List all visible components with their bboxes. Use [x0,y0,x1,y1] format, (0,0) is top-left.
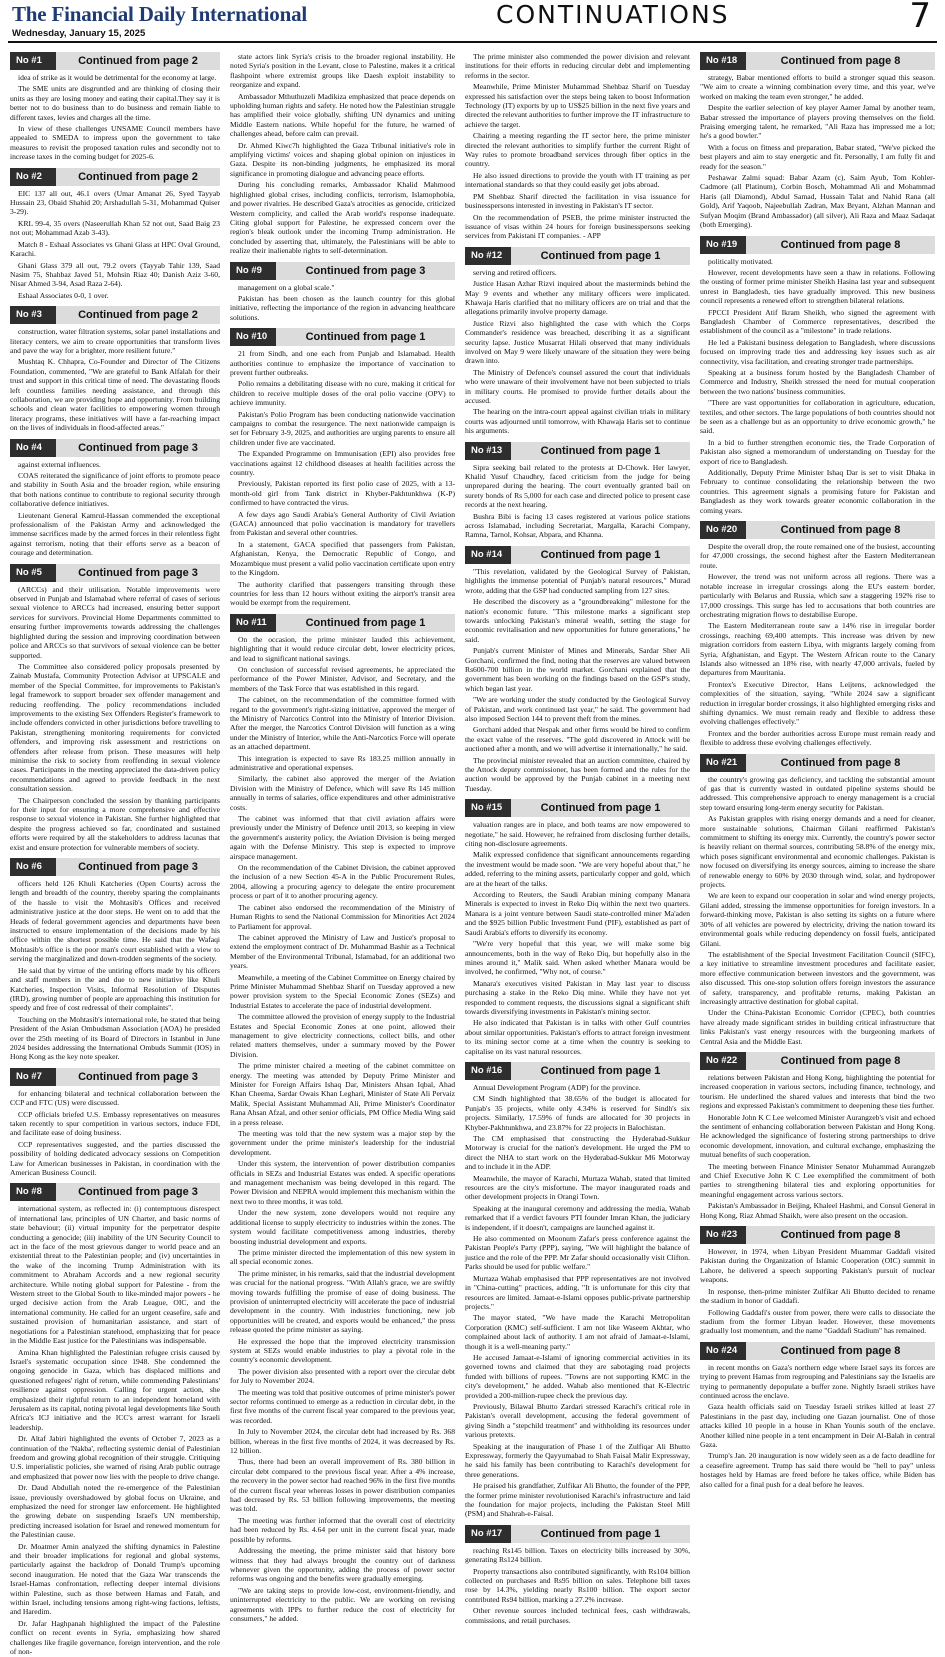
paragraph: Despite the overall drop, the route remained one of the busiest, accounting for 47,000 crossings, the second highest after the Eastern Mediterranean route. [700,542,935,570]
story-body [230,635,455,1624]
paragraph: Speaking at the inauguration of Phase 1 of the Zulfiqar Ali Bhutto Expressway, formerly the Qayyumabad to Shah Faisal Malir Expressway, he said his family has been contributing to Karachi's development for three generations. [465,1441,690,1479]
story-body [465,567,690,793]
story [700,1052,935,1220]
story-body [465,268,690,436]
paragraph: CM Sindh highlighted that 38.65% of the budget is allocated for Punjab's 35 projects, while only 4.34% is reserved for Sindh's six projects. Similarly, 17.59% of funds are allocated for 30 projects in Khyber-Pakhtunkhwa, and 23.87% for 22 projects in Balochistan. [465,1094,690,1132]
paragraph: Dr. Moatmer Amin analyzed the shifting dynamics in Palestine and their broader implications for regional and global systems, particularly against the backdrop of Donald Trump's upcoming second inauguration. He noted that the Gaza War transcends the Israel-Hamas confrontation, reflecting deeper internal divisions within Palestine, such as those between Hamas and Fatah, and within Israel, including tensions among right-wing factions, leftists, and Haredim. [10,1541,220,1617]
story [10,1068,220,1178]
paragraph: On the recommendation of the Cabinet Division, the cabinet approved the inclusion of a new Section 45-A in the Public Procurement Rules, 2004, allowing a procuring agency to delegate the entire procurement process or part of it to another procuring agency. [230,863,455,901]
story-header [10,1068,220,1086]
story [10,564,220,852]
story [465,1525,690,1625]
paragraph: Dr. Jafar Haghpanah highlighted the impact of the Palestine conflict on recent events in Syria, emphasizing how shared challenges like fragile governance, foreign intervention, and the role of non- [10,1618,220,1657]
story [700,754,935,1046]
story-header [700,1342,935,1360]
paragraph: He also indicated that Pakistan is in talks with other Gulf countries about similar opportunities. Pakistan's efforts to attract foreign investment to its mining sector come at a time when the country is seeking to capitalise on its vast natural resources. [465,1018,690,1056]
paragraph: Previously, Pakistan reported its first polio case of 2025, with a 13-month-old girl from Tank district in Khyber-Pakhtunkhwa (K-P) confirmed to have contracted the virus. [230,479,455,508]
story-header [230,262,455,280]
story-body [700,73,935,230]
paragraph: Under the new system, zone developers would not require any additional license to supply electricity to industries within the zones. The system would facilitate competitiveness among industries, thereby boosting industrial development and exports. [230,1208,455,1246]
paragraph: Justice Rizvi also highlighted the case with which the Corps Commander's residence was breached, describing it as a significant security lapse. Justice Musarrat Hilali observed that many individuals involved on May 9 were likely unaware of the situation they were being drawn into. [465,318,690,366]
continued-from-label: Continued from page 1 [511,799,690,817]
paragraph: CCP representatives suggested, and the parties discussed the possibility of holding dedicated advocacy sessions on Competition Law for American businesses in Pakistan, in coordination with the American Business Council. [10,1139,220,1177]
paragraph: Speaking at a business forum hosted by the Bangladesh Chamber of Commerce and Industry, Sheikh stressed the need for mutual cooperation between the two nations' business communities. [700,367,935,396]
paragraph: In view of these challenges UNSAME Council members have appealed to SMEDA to impress upon the government to take measures to revisit the proposed taxation rules and secondly not to increase taxes in the coming budget for 2025-6. [10,124,220,162]
paragraph: The meeting between Finance Minister Senator Muhammad Aurangzeb and Chief Executive John K C Lee exemplified the commitment of both parties to strengthening bilateral ties and exploring opportunities for meaningful engagement across various sectors. [700,1161,935,1199]
paragraph: 21 from Sindh, and one each from Punjab and Islamabad. Health authorities continue to emphasize the importance of vaccination to prevent further outbreaks. [230,349,455,377]
paragraph: Dr. Altaf Jabiri highlighted the events of October 7, 2023 as a continuation of the 'Nakba', reflecting systemic denial of Palestinian freedom and growing global recognition of their struggle. Critiquing U.S. imperialistic policies, she warned of rising Arab public outrage and emphasized that power now lies with the people to drive change. [10,1434,220,1481]
paragraph: Honorable John K C Lee welcomed Minister Aurangzeb's visit and echoed the sentiment of enhancing collaboration between Pakistan and Hong Kong. He acknowledged the significance of fostering strong partnerships to drive economic development, innovation, and cultural exchange, emphasizing the mutual benefits of such cooperation. [700,1112,936,1160]
continued-from-label: Continued from page 8 [746,236,935,254]
story-body [230,283,455,323]
paragraph: state actors link Syria's crisis to the broader regional instability. He noted Syria's position in the Levant, close to Palestine, makes it a critical flashpoint where extremist groups like Daesh exploit instability to reorganize and expand. [230,52,455,90]
paragraph: The Committee also considered policy proposals presented by Zainab Mustafa, Community Protection Advisor at UPSCALE and member of the Special Committee, for improvements to Pakistan's legal framework to support broader sex offender management and reducing reoffending. The policy recommendations included improvements to the existing Sex Offenders Register's framework to include offenders convicted in other jurisdictions before travelling to Pakistan, strengthening monitoring requirements for convicted offenders, and improving risk assessment and restrictions on offenders after release from prison. These measures will help minimise the risk to society from reoffending in sexual violence cases. Participants in the meeting appreciated the data-driven policy recommendations and agreed to provide feedback in the next consultation session. [10,661,220,794]
story-header [700,1226,935,1244]
paragraph: PM Shehbaz Sharif directed the facilitation in visa issuance for businesspersons interested in investing in Pakistan's IT sector. [465,191,690,211]
story [700,52,935,230]
paragraph: The CM emphasised that constructing the Hyderabad-Sukkur Motorway is crucial for the nation's development. He urged the PM to direct the NHA to start work on the Hyderabad-Sukkur M6 Motorway and to include it in the ADP. [465,1134,690,1172]
paragraph: Malik expressed confidence that significant announcements regarding the investment would be made soon. "We are very hopeful about that," he added, referring to the mining assets, particularly copper and gold, which are at the heart of the talks. [465,850,690,888]
story-header [230,328,455,346]
story-header [465,1525,690,1543]
story-body [10,189,220,300]
story-header [10,439,220,457]
paragraph: He expressed the hope that the improved electricity transmission system at SEZs would enable industries to play a pivotal role in the country's economic development. [230,1336,455,1365]
paragraph: construction, water filtration systems, solar panel installations and literacy centers, we aim to create opportunities that transform lives and pave the way for a brighter, more resilient future." [10,327,220,355]
continued-from-label: Continued from page 2 [56,168,220,186]
masthead [0,0,945,42]
story-number: No #22 [700,1052,746,1070]
story-header [465,1062,690,1080]
paragraph: Polio remains a debilitating disease with no cure, making it critical for children to receive multiple doses of the oral polio vaccine (OPV) to achieve immunity. [230,379,455,408]
paragraph: The meeting was further informed that the overall cost of electricity had been reduced by Rs. 4.64 per unit in the current fiscal year, made possible by reforms. [230,1515,455,1544]
story-number: No #5 [10,564,56,582]
paragraph: Peshawar Zalmi squad: Babar Azam (c), Saim Ayub, Tom Kohler-Cadmore (all Platinum), Corbin Bosch, Mohammad Ali and Mohammad Haris (all Diamond), Abdul Samad, Hussain Talat and Nahid Rana (all Gold), Arif Yaqoob, Najeebullah Zadran, Max Bryant, Alzhan Mannan and Sufyan Moqim (Brand Ambassador) (all silver), Ali Raza and Maaz Sadaqat (both Emerging). [700,173,935,230]
continued-from-label: Continued from page 1 [511,546,690,564]
continued-from-label: Continued from page 2 [56,306,220,324]
paragraph: "We are taking steps to provide low-cost, environment-friendly, and uninterrupted electricity to the public. We are working on revising agreements with IPPs to further reduce the cost of electricity for consumers," he added. [230,1585,455,1623]
story-number: No #16 [465,1062,511,1080]
paragraph: idea of strike as it would be detrimental for the economy at large. [18,73,217,82]
paragraph: Lieutenant General Kamrul-Hassan commended the exceptional professionalism of the Pakistan Army and acknowledged the immense sacrifices made by the armed forces in their relentless fight against terrorism, noting that their efforts serve as a beacon of courage and determination. [10,510,220,558]
continued-from-label: Continued from page 3 [56,1068,220,1086]
story [700,1342,935,1489]
story-header [10,306,220,324]
story-body [10,1089,220,1178]
paragraph: Murtaza Wahab emphasised that PPP representatives are not involved in "China-cutting" practices, adding, "It is unfortunate for this city that resources are limited. Jamaat-e-Islami opposes public-private partnership projects." [465,1273,690,1311]
paragraph: Previously, Bilawal Bhutto Zardari stressed Karachi's critical role in Pakistan's overall development, accusing the federal government of giving Sindh a "stepchild treatment" and withholding its resources under various pretexts. [465,1401,690,1440]
story-number: No #11 [230,614,276,632]
paragraph: The cabinet approved the Ministry of Law and Justice's proposal to extend the employment contract of Dr. Muhammad Bashir as a Technical Member of the Environmental Tribunal, Islamabad, for an additional two years. [230,932,455,971]
paragraph: Amina Khan highlighted the Palestinian refugee crisis caused by Israel's systematic occupation since 1948. She condemned the ongoing genocide in Gaza, which has displaced millions and questioned refugees' right of return, while commending Palestinians' resilience against oppression. Calling for urgent action, she emphasized their rightful return to an independent homeland with Jerusalem as its capital, noting pivotal legal developments like South Africa's ICJ initiative and the ICC's arrest warrant for Israeli leadership. [10,1347,220,1432]
paragraph: Justice Hasan Azhar Rizvi inquired about the masterminds behind the May 9 events and whether any military officers were implicated. Khawaja Haris clarified that no military officers are on trial and that the allegations primarily involve property damage. [465,279,690,317]
paragraph: The prime minister, in his remarks, said that the industrial development was crucial for the national progress. "With Allah's grace, we are swiftly moving towards fulfilling the promise of ease of doing business. The provision of uninterrupted electricity will accelerate the pace of industrial development in the country. With industries functioning, new job opportunities will be created, and exports would be enhanced," the press release quoted the prime minister as saying. [230,1268,455,1335]
paragraph: CCP officials briefed U.S. Embassy representatives on measures taken recently to spur competition in various sectors, induce FDI, and facilitate ease of doing business. [10,1109,220,1138]
continued-from-label: Continued from page 2 [56,52,220,70]
paragraph: Pakistan has been chosen as the launch country for this global initiative, reflecting the importance of the region in advancing healthcare solutions. [230,293,455,322]
story-body [465,463,690,540]
paragraph: FPCCI President Atif Ikram Sheikh, who signed the agreement with Bangladesh Chamber of Commerce representatives, described the establishment of the council as a "milestone" in trade relations. [700,307,935,336]
story-number: No #21 [700,754,746,772]
paragraph: Frontex and the border authorities across Europe must remain ready and flexible to address these evolving challenges effectively. [700,728,935,748]
story [230,614,455,1624]
story-number: No #2 [10,168,56,186]
paragraph: Meanwhile, a meeting of the Cabinet Committee on Energy chaired by Prime Minister Muhammad Shehbaz Sharif on Tuesday approved a new power provision system to the Special Economic Zones (SEZs) and Industrial Estates to accelerate the pace of industrial development. [230,972,455,1010]
paragraph: in recent months on Gaza's northern edge where Israel says its forces are trying to prevent Hamas from regrouping and Palestinians say the Israelis are trying to permanently depopulate a buffer zone. Nightly Israeli strikes have continued across the enclave. [700,1362,935,1400]
story-header [10,168,220,186]
paragraph: He accused Jamaat-e-Islami of ignoring commercial activities in its governed towns and claimed that they are sabotaging road projects funded with billions of rupees. "Towns are not supporting KMC in the city's development," he added. Wahab also mentioned that K-Electric provided a 200-million-rupee check the previous day. [465,1352,690,1400]
continued-from-label: Continued from page 1 [511,247,690,265]
story-number: No #4 [10,439,56,457]
story-number: No #7 [10,1068,56,1086]
story [10,439,220,558]
paragraph: Ghani Glass 379 all out, 79.2 overs (Tayyab Tahir 139, Saad Nasim 75, Shahbaz Javed 51, Mohsin Riaz 40; Danish Aziz 3-60, Nisar Ahmed 3-94, Asad Raza 2-64). [10,260,220,289]
paragraph: However, the trend was not uniform across all regions. There was a notable increase in irregular crossings along the EU's eastern border, particularly with Belarus and Russia, which saw a staggering 192% rise to 17,000 crossings. This surge has led to accusations that both countries are orchestrating migration flows to destabilise Europe. [700,572,935,619]
paragraph: Pakistan's Polio Program has been conducting nationwide vaccination campaigns to combat the resurgence. The next nationwide campaign is set for February 3-9, 2025, and authorities are urging parents to ensure all children under five are vaccinated. [230,409,455,447]
paragraph: Speaking at the inaugural ceremony and addressing the media, Wahab remarked that if a verdict favours PTI founder Imran Khan, the judiciary is independent, if it doesn't, campaigns are launched against it. [465,1203,690,1232]
newspaper-name: The Financial Daily International [12,2,308,26]
paragraph: In July to November 2024, the circular debt had increased by Rs. 368 billion, whereas in the first five months of 2024, it was decreased by Rs. 12 billion. [230,1427,455,1456]
story-number: No #17 [465,1525,511,1543]
story-header [700,236,935,254]
paragraph: Meanwhile, Prime Minister Muhammad Shehbaz Sharif on Tuesday expressed his satisfaction over the steps being taken to boost Information Technology (IT) exports by up to US$25 billion in the next five years and directed the relevant authorities to further improve the IT infrastructure to achieve the target. [465,82,690,129]
story [465,247,690,436]
paragraph: serving and retired officers. [473,267,557,277]
paragraph: "There are vast opportunities for collaboration in agriculture, education, textiles, and other sectors. The large populations of both countries should not be seen as a challenge but as an opportunity to drive economic growth," he said. [700,398,935,436]
column-2 [230,52,455,1623]
continued-from-label: Continued from page 8 [746,521,935,539]
continued-from-label: Continued from page 3 [56,564,220,582]
paragraph: The authority clarified that passengers transiting through these countries for less than 12 hours without exiting the airport's transit area would be exempt from the requirement. [230,579,455,608]
story [700,1226,935,1336]
paragraph: COAS reiterated the significance of joint efforts to promote peace and stability in South Asia and the broader region, while ensuring that both nations continue to contribute to regional security through collaborative defence initiatives. [10,471,220,509]
story-body [10,879,220,1062]
story-number: No #19 [700,236,746,254]
story [10,1183,220,1656]
paragraph: Eshaal Associates 0-0, 1 over. [18,290,109,300]
story-body [230,52,455,256]
story-number: No #12 [465,247,511,265]
paragraph: officers held 126 Khuli Katcheries (Open Courts) across the length and breadth of the country, thereby sparing the complainants of the hassle to visit the Mohtasib's Offices and received administrative justice at the door steps. He went on to add that the Heads of federal government agencies and departments have been instructed to ensure implementation of the decisions made by his office within the shortest possible time. He said that the Wafaqi Mohtasib's office is the poor man's court established with a view to serving the marginalized and down-trodden segments of the society. [10,879,220,964]
paragraph: The Chairperson concluded the session by thanking participants for their input for ensuring a more comprehensive and effective response to sexual violence in Pakistan. She further highlighted that despite the progress achieved so far, coordinated and sustained efforts were required by all the stakeholders to address lacunas that exist and ensure protection for vulnerable members of society. [10,795,220,852]
paragraph: "We are working under the study conducted by the Geological Survey of Pakistan, and work continued last year," he said. The government had also imposed Section 144 to prevent theft from the mines. [465,695,690,723]
continued-from-label: Continued from page 8 [746,754,935,772]
paragraph: Match 8 - Eshaal Associates vs Ghani Glass at HPC Oval Ground, Karachi. [10,239,220,259]
paragraph: He also issued directions to provide the youth with IT training as per international standards so that they could easily get jobs abroad. [465,170,690,190]
paragraph: Pakistan's Ambassador in Beijing, Khaleel Hashmi, and Consul General in Hong Kong, Riaz Ahmad Shaikh, were also present on the occasion. [700,1201,935,1220]
paragraph: management on a global scale." [238,282,335,292]
page-number: 7 [909,0,931,36]
paragraph: politically motivated. [708,256,773,266]
paragraph: He praised his grandfather, Zulfikar Ali Bhutto, the founder of the PPP, the former prime minister revolutionised Karachi's infrastructure and laid the foundation for major projects, including the Pakistan Steel Mill (PSM) and Shahrah-e-Faisal. [465,1481,690,1519]
paragraph: The committee allowed the provision of energy supply to the Industrial Estates and Special Economic Zones at one point, allowed their management to give electricity connections, collect bills, and other related matters themselves, under a summary moved by the Power Division. [230,1012,455,1059]
paragraph: With a focus on fitness and preparation, Babar stated, "We've picked the best players and aim to stay energetic and fit. Personally, I am fully fit and ready for the season." [700,142,935,171]
story-body [700,542,935,748]
paragraph: relations between Pakistan and Hong Kong, highlighting the potential for increased cooperation in various sectors, including finance, technology, and tourism. He underlined the shared values and interests that bind the two regions and expressed Pakistan's commitment to deepening these ties further. [700,1072,935,1111]
paragraph: Chairing a meeting regarding the IT sector here, the prime minister directed the relevant authorities to simplify further the current Right of Way rules to promote broadband services through fiber optics in the country. [465,131,690,169]
story-header [465,247,690,265]
paragraph: Frontex's Executive Director, Hans Leijtens, acknowledged the complexities of the situation, saying, "While 2024 saw a significant reduction in irregular border crossings, it also highlighted emerging risks and shifting dynamics. We must remain ready and flexible to address these evolving challenges effectively." [700,679,935,727]
story-body [700,1363,935,1489]
paragraph: Gorchani added that Nespak and other firms would be hired to confirm the exact value of the reserves. "The gold discovered in Attock will be auctioned after a month, and we will advertise it internationally," he said. [465,725,690,754]
masthead-left [12,2,307,39]
paragraph: The mayor stated, "We have made the Karachi Metropolitan Corporation (KMC) self-sufficient. I am not like Waseem Akhtar, who complained about lack of authority. I am not afraid of Jamaat-e-Islami, though it is a well-meaning party." [465,1313,690,1351]
section-title: CONTINUATIONS [496,0,730,29]
paragraph: In response, then-prime minister Zulfikar Ali Bhutto decided to rename the stadium in honor of Gaddafi. [700,1286,935,1306]
column-3 [465,52,690,1625]
paragraph: Thus, there had been an overall improvement of Rs. 380 billion in circular debt compared to the previous fiscal year. After a 4% increase, the recovery in the power sector had reached 96% in the first five months of the current fiscal year whereas losses in power distribution companies had decreased by Rs. 53 billion following improvements, the meeting was told. [230,1457,455,1514]
paragraph: The Eastern Mediterranean route saw a 14% rise in irregular border crossings, reaching 69,400 attempts. This increase was driven by new migration corridors from eastern Libya, with migrants largely coming from Syria, Afghanistan, and Egypt. The Western African route to the Canary Islands also witnessed an 18% rise, with nearly 47,000 arrivals, fueled by departures from Mauritania. [700,621,935,678]
story [465,799,690,1056]
paragraph: for enhancing bilateral and technical collaboration between the CCP and FTC (US) were discussed. [10,1088,220,1108]
story-body [700,775,935,1046]
story-body [10,73,220,162]
story [700,236,935,516]
story [10,52,220,162]
paragraph: The cabinet, on the recommendation of the committee formed with regard to the government's right-sizing initiative, approved the merger of the Ministry of Narcotics Control into the Ministry of Interior Division. After the merger, the Narcotics Control Division will function as a wing under the Ministry of Interior, while the Anti-Narcotics Force will operate as an attached department. [230,695,455,752]
paragraph: He described the discovery as a "groundbreaking" milestone for the nation's economic future. "This milestone marks a significant step towards unlocking Pakistan's mineral wealth, setting the stage for economic revitalisation and new opportunities for future generations," he said. [465,597,690,644]
paragraph: Addressing the meeting, the prime minister said that history bore witness that they had always brought the country out of darkness whenever given the opportunity, adding the process of power sector reforms was ongoing and the benefits were gradually emerging. [230,1546,455,1584]
story [10,858,220,1062]
continued-from-label: Continued from page 1 [511,1062,690,1080]
paragraph: The cabinet was informed that that civil aviation affairs were previously under the Ministry of Defence until 2013, so keeping in view the government's austerity policy, the Aviation Division is being merged again with the Defense Ministry. This step is expected to improve airspace management. [230,814,455,861]
continued-from-label: Continued from page 3 [56,1183,220,1201]
paragraph: Other revenue sources included technical fees, cash withdrawals, commissions, and retail purchases. [465,1606,690,1625]
story-body [10,1204,220,1656]
paragraph: As Pakistan grapples with rising energy demands and a need for cleaner, more sustainable solutions, Chairman Gilani reaffirmed Pakistan's commitment to shifting its energy mix. Currently, the country's power sector is heavily reliant on thermal sources, contributing 58.8% of the energy mix, which poses significant environmental and economic challenges. Pakistan is now focused on diversifying its energy sources, aiming to increase the share of renewable energy to 60% by 2030 through wind, solar, and hydropower projects. [700,814,935,890]
paragraph: Sipra seeking bail related to the protests at D-Chowk. Her lawyer, Khalid Yusuf Chaudhry, faced criticism from the judge for being unprepared during the hearing. The court eventually granted bail on surety bonds of Rs 5,000 for each case and directed police to present case records at the next hearing. [465,462,690,510]
story-number: No #8 [10,1183,56,1201]
paragraph: The prime minister chaired a meeting of the cabinet committee on energy. The meeting was attended by Deputy Prime Minister and Minister for Foreign Affairs Ishaq Dar, Ministers Ahsan Iqbal, Ahad Khan Cheema, Sardar Owais Khan Leghari, Minister of State Ali Pervaiz Malik, Special Assistant Muhammad Ali, Prime Minister's Coordinator Rana Ahsan Afzal, and other senior officials, PM Office Media Wing said in a press release. [230,1061,455,1127]
paragraph: Mushtaq K. Chhapra, Co-Founder and Director of The Citizens Foundation, commented, "We are grateful to Bank Alfalah for their trust and support in this critical time of need. The devastating floods left countless families needing assistance, and through this collaboration, we are providing hope and opportunity. From building schools and clean water facilities to empowering women through literacy programs, these initiatives will have a far-reaching impact on the lives of individuals in flood-affected areas." [10,357,220,433]
story-body [10,585,220,852]
paragraph: On conclusion of successful revised agreements, he appreciated the performance of the Power Minister, Advisor, and Secretary, and the members of the Task Force that was established in this regard. [230,664,455,693]
paragraph: Gaza health officials said on Tuesday Israeli strikes killed at least 27 Palestinians in the past day, including one Gazan journalist. One of those attacks killed 10 people in a house in Khan Younis south of the enclave. Another killed nine people in a tent encampment in Deir Al-Balah in central Gaza. [700,1402,935,1449]
story [10,306,220,432]
paragraph: The cabinet also endorsed the recommendation of the Ministry of Human Rights to send the National Commission for Minorities Act 2024 to Parliament for approval. [230,902,455,931]
story-number: No #18 [700,52,746,70]
paragraph: The SME units are disgruntled and are thinking of closing their units as they are losing money and eating their capital.They say it is better not to do business than to do business and remain liable to different taxes, levies and charges all the time. [10,84,220,122]
story-body [10,327,220,432]
story-number: No #20 [700,521,746,539]
paragraph: Manara's executives visited Pakistan in May last year to discuss purchasing a stake in the Reko Diq mine. While they have not yet responded to comment requests, the discussions signal a significant shift towards diversifying investments in Pakistan's mining sector. [465,978,690,1016]
paragraph: This integration is expected to save Rs 183.25 million annually in administrative and operational expenses. [230,753,455,772]
paragraph: Under this system, the intervention of power distribution companies officials in SEZs and Industrial Estates was ended. A specific operations and management mechanism was being developed in this regard. The Power Division and NEPRA would implement this mechanism within the next two to three months, it was told. [230,1159,455,1206]
story [230,262,455,323]
paragraph: Punjab's current Minister of Mines and Minerals, Sardar Sher Ali Gorchani, confirmed the find, noting that the reserves are valued between Rs600-700 billion in the world market. Gorchani explained that the government has been working on the findings based on the GSP's study, which began last year. [465,646,690,693]
story [465,546,690,793]
story-body [465,1083,690,1519]
story [700,521,935,748]
paragraph: valuation ranges are in place, and both teams are now empowered to negotiate," he said. However, he refrained from disclosing further details, citing non-disclosure agreements. [465,820,690,849]
story-body [465,52,690,241]
column-4 [700,52,935,1522]
paragraph: The Expanded Programme on Immunisation (EPI) also provides free vaccinations against 12 childhood diseases at health facilities across the country. [230,449,455,478]
story-header [465,546,690,564]
continued-from-label: Continued from page 8 [746,52,935,70]
paragraph: international system, as reflected in: (i) contemptuous disrespect of international law, principles of UN Charter, and basic norms of state behaviour; (ii) virtual impunity for the perpetrator despite conducting a genocide; (iii) inability of the UN Security Council to act in the face of the most grievous danger to world peace and an existential threat to the Palestinian people; and (iv) uncertainties in the wake of the incoming Trump Administration with its commitment to Abraham Accords and a new regional security architecture. While noting global support for Palestine - from the Western street to the Global South to like-minded major powers - he urged decisive action from the Arab League, OIC, and the international community. He called for an urgent ceasefire, safe and sustained provision of humanitarian assistance, and start of negotiations for a Palestinian statehood, emphasizing that for peace in the Middle East justice for the Palestinians was indispensable. [10,1204,220,1346]
masthead-rule [8,41,937,43]
story-body [10,460,220,558]
continued-from-label: Continued from page 8 [746,1226,935,1244]
issue-date: Wednesday, January 15, 2025 [12,28,146,39]
paragraph: Dr. Daud Abdullah noted the re-emergence of the Palestinian issue, previously overshadowed by global focus on Ukraine, and emphasized the need for stronger law enforcement. He highlighted the growing debate on suspending Israel's UN membership, predicting increased isolation for Israel and renewed momentum for the Palestinian cause. [10,1483,220,1540]
story-header [700,52,935,70]
paragraph: Despite the earlier selection of key player Aamer Jamal by another team, Babar stressed the importance of players proving themselves on the field. Praising emerging talent, he remarked, "Ali Raza has impressed me a lot; he's a good bowler." [700,103,935,141]
story-header [700,1052,935,1070]
paragraph: "This revelation, validated by the Geological Survey of Pakistan, highlights the immense potential of Punjab's natural resources," Murad wrote, adding that the GSP had conducted sampling from 127 sites. [465,566,690,595]
paragraph: The power division also presented with a report over the circular debt for July to November 2024. [230,1366,455,1386]
continued-from-label: Continued from page 1 [511,442,690,460]
story-number: No #6 [10,858,56,876]
column-1 [10,52,220,1657]
story-body [230,349,455,608]
story-header [700,521,935,539]
paragraph: Touching on the Mohtasib's international role, he stated that being President of the Asian Ombudsman Association (AOA) he presided over the 25th meeting of its Board of Directors in Istanbul in June 2024 besides addressing the International Ombuds Summit (IOS) in Hong Kong as the key note speaker. [10,1014,220,1062]
paragraph: The prime minister directed the implementation of this new system in all special economic zones. [230,1247,455,1267]
story-number: No #3 [10,306,56,324]
paragraph: against external influences. [18,459,101,469]
paragraph: Property transactions also contributed significantly, with Rs104 billion collected on purchases and Rs95 billion on sales. Telephone bill taxes rose by 14.3%, yielding nearly Rs100 billion. The export sector contributed Rs94 billion, marking a 27.2% increase. [465,1566,690,1604]
paragraph: Following Gaddafi's ouster from power, there were calls to dissociate the stadium from the former Libyan leader. However, these movements gradually lost momentum, and the name "Gaddafi Stadium" has remained. [700,1307,935,1336]
paragraph: On the occasion, the prime minister lauded this achievement, highlighting that it would reduce circular debt, lower electricity prices, and lead to significant national savings. [230,634,455,663]
story-header [10,1183,220,1201]
paragraph: The meeting was told that the new system was a major step by the government under the prime minister's leadership for the industrial development. [230,1129,455,1157]
paragraph: However, recent developments have seen a thaw in relations. Following the ousting of former prime minister Sheikh Hasina last year and subsequent unrest in Bangladesh, ties have gradually improved. This new business council represents a renewed effort to strengthen bilateral relations. [700,267,935,306]
paragraph: Additionally, Deputy Prime Minister Ishaq Dar is set to visit Dhaka in February to continue consolidating the relationship between the two countries. This agreement signals a promising future for Pakistan and Bangladesh as they work towards greater economic collaboration in the coming years. [700,468,935,515]
paragraph: KRL 99-4, 35 overs (Naseerullah Khan 52 not out, Saad Baig 23 not out; Mohammad Azab 3-43). [10,218,220,238]
continued-from-label: Continued from page 8 [746,1052,935,1070]
story-header [700,754,935,772]
continued-from-label: Continued from page 1 [276,614,455,632]
story-number: No #23 [700,1226,746,1244]
story-number: No #1 [10,52,56,70]
paragraph: He led a Pakistani business delegation to Bangladesh, where discussions focused on improving trade ties and addressing key issues such as air connectivity, visa facilitation, and creating stronger trade partnerships. [700,337,935,366]
story [465,1062,690,1519]
story [465,442,690,540]
paragraph: Bushra Bibi is facing 13 cases registered at various police stations across Islamabad, including Secretariat, Margalla, Karachi Company, Ramna, Tarnol, Kohsar, Abpara, and Khanna. [465,511,690,540]
story-number: No #24 [700,1342,746,1360]
story-number: No #13 [465,442,511,460]
paragraph: He also commented on Moonum Zafar's press conference against the Pakistan People's Party (PPP), saying, "We will highlight the balance of justice and the role of the PPP. Mr Zafar should occasionally visit Clifton. Parks should be used for public welfare." [465,1234,690,1272]
paragraph: Dr. Ahmed Kiwc7h highlighted the Gaza Tribunal initiative's role in amplifying victims' voices and shaping global opinion on injustices in Gaza. Despite its non-binding judgments, he emphasized its moral significance in promoting dialogue and advancing peace efforts. [230,140,455,178]
paragraph: strategy, Babar mentioned efforts to build a stronger squad this season. "We aim to create a winning combination every time, and this year, we've worked on making the team even stronger," he added. [700,73,935,101]
story [230,328,455,608]
paragraph: Under the China-Pakistan Economic Corridor (CPEC), both countries have already made significant strides in building critical infrastructure that links Pakistan's vast energy resources with the burgeoning markets of Central Asia and the Middle East. [700,1008,935,1046]
paragraph: The provincial minister revealed that an auction committee, chaired by the Attock deputy commissioner, has been formed and the rules for the auction would be approved by the Punjab cabinet in a meeting next Tuesday. [465,755,690,793]
paragraph: According to Reuters, the Saudi Arabian mining company Manara Minerals is expected to invest in Reko Diq within the next two quarters. Manara is a joint venture between Saudi state-controlled miner Ma'aden and the $925 billion Public Investment Fund (PIF), established as part of Saudi Arabia's efforts to diversify its economy. [465,890,690,937]
paragraph: In a statement, GACA specified that passengers from Pakistan, Afghanistan, Kenya, the Democratic Republic of Congo, and Mozambique must present a valid polio vaccination certificate upon entry to the Kingdom. [230,539,455,578]
continued-from-label: Continued from page 3 [276,262,455,280]
paragraph: (ARCCs) and their utilisation. Notable improvements were observed in Punjab and Islamabad where referral of cases of serious sexual violence to ARCCs had increased, ensuring better support services for survivors. Provincial Home Departments committed to ensuring further improvements towards addressing the challenges highlighted during the session and improving coordination between police and ARCCs so that survivors of sexual violence can be better supported. [10,584,220,660]
paragraph: reaching Rs145 billion. Taxes on electricity bills increased by 30%, generating Rs124 billion. [465,1545,690,1565]
paragraph: Trump's Jan. 20 inauguration is now widely seen as a de facto deadline for a ceasefire agreement. Trump has said there would be "hell to pay" unless hostages held by Hamas are freed before he takes office, while Biden has also called for a final push for a deal before he leaves. [700,1451,935,1489]
story-header [465,799,690,817]
story-header [230,614,455,632]
paragraph: the country's growing gas deficiency, and tackling the substantial amount of gas that is currently wasted in outdated pipeline systems should be addressed. This comprehensive approach to energy management is a crucial step toward ensuring long-term energy security for Pakistan. [700,774,935,812]
story-number: No #9 [230,262,276,280]
paragraph: Annual Development Program (ADP) for the province. [473,1082,641,1092]
paragraph: However, in 1974, when Libyan President Muammar Gaddafi visited Pakistan during the Organization of Islamic Cooperation (OIC) summit in Lahore, he delivered a speech supporting Pakistan's pursuit of nuclear weapons. [700,1247,935,1285]
story [465,52,690,241]
story-header [10,564,220,582]
paragraph: We are keen to expand our cooperation in solar and wind energy projects, Gilani added, stressing the immense opportunities for foreign investors. In a forward-thinking move, Pakistan is also setting its sights on a future where 30% of all vehicles are powered by electricity, driving the nation toward its environmental goals while reducing dependency on fossil fuels, anticipated Gilani. [700,891,935,948]
paragraph: "We're very hopeful that this year, we will make some big announcements, both in the way of Reko Diq, but hopefully also in the mines around it," Malik said. When asked whether Manara would be involved, he confirmed, "Why not, of course." [465,939,690,977]
paragraph: Meanwhile, the mayor of Karachi, Murtaza Wahab, stated that limited resources are the city's misfortune. The mayor inaugurated roads and other development projects in Orangi Town. [465,1173,690,1202]
paragraph: The Ministry of Defence's counsel assured the court that individuals who were unaware of their involvement have not been subjected to trials in military courts. He promised to provide further details about the accused. [465,367,690,405]
paragraph: The meeting was told that positive outcomes of prime minister's power sector reforms continued to emerge as a reduction in circular debt, in the first five months of the current fiscal year compared to the previous year, was recorded. [230,1387,455,1425]
story-number: No #10 [230,328,276,346]
paragraph: The prime minister also commended the power division and relevant institutions for their efforts in reducing circular debt and implementing reforms in the sector. [465,52,690,80]
story-header [10,858,220,876]
paragraph: Ambassador Mthuthuzeli Madikiza emphasized that peace depends on upholding human rights and safety. He noted how the Palestinian struggle has amplified their voice globally, shifting UN dynamics and uniting Middle Eastern nations. While hopeful for the future, he warned of challenges ahead, before calm can prevail. [230,91,455,139]
story-body [465,820,690,1056]
paragraph: During his concluding remarks, Ambassador Khalid Mahmood highlighted global crises, including conflicts, terrorism, Islamophobia, and power rivalries. He described Gaza's atrocities as genocide, criticized Western complicity, and called the Arab world's response inadequate. Citing global support for Palestine, he expressed concern over the region's bleak outlook under the incoming Trump administration. He concluded by asserting that, ultimately, the Palestinians will be able to realize their inalienable rights to self-determination. [230,180,455,256]
story-body [700,1073,935,1220]
paragraph: The establishment of the Special Investment Facilitation Council (SIFC), a key initiative to streamline investment procedures and facilitate easier, more effective communication between investors and the government, was also discussed. This one-stop solution offers foreign investors the assurance of safety, transparency, and profitable returns, making Pakistan an increasingly attractive destination for global capital. [700,949,935,1006]
story-body [700,1247,935,1336]
continued-from-label: Continued from page 3 [56,858,220,876]
continued-from-label: Continued from page 8 [746,1342,935,1360]
continued-from-label: Continued from page 1 [276,328,455,346]
story [230,52,455,256]
story-body [700,257,935,516]
paragraph: In a bid to further strengthen economic ties, the Trade Corporation of Pakistan also signed a memorandum of understanding on Tuesday for the export of rice to Bangladesh. [700,437,935,466]
paragraph: The hearing on the intra-court appeal against civilian trials in military courts was adjourned until tomorrow, with Khawaja Haris set to continue his arguments. [465,407,690,436]
story-number: No #15 [465,799,511,817]
story-header [10,52,220,70]
paragraph: A few days ago Saudi Arabia's General Authority of Civil Aviation (GACA) announced that polio vaccination is mandatory for travellers from Pakistan and several other countries. [230,509,455,538]
paragraph: EIC 137 all out, 46.1 overs (Umar Amanat 26, Syed Tayyab Hussain 23, Obaid Shahid 20; Arshadullah 5-31, Mohammad Quiser 3-29). [10,188,220,217]
continued-from-label: Continued from page 3 [56,439,220,457]
story-number: No #14 [465,546,511,564]
paragraph: On the recommendation of PSEB, the prime minister instructed the issuance of visas within 24 hours for foreign businesspersons seeking services from Pakistani IT companies. - APP [465,212,690,241]
paragraph: He said that by virtue of the untiring efforts made by his officers and staff members in the and due to new initiative like Khuli Katcheries, Inspection Visits, Informal Resolution of Disputes (IRD), growing number of people are approaching this institution for speedy and free of cost redressal of their complaints". [10,965,220,1013]
paragraph: Similarly, the cabinet also approved the merger of the Aviation Division with the Ministry of Defence, which will save Rs 145 million annually in terms of salaries, office expenditures and other administrative costs. [230,774,455,812]
story-header [465,442,690,460]
continued-from-label: Continued from page 1 [511,1525,690,1543]
story [10,168,220,300]
story-body [465,1546,690,1625]
